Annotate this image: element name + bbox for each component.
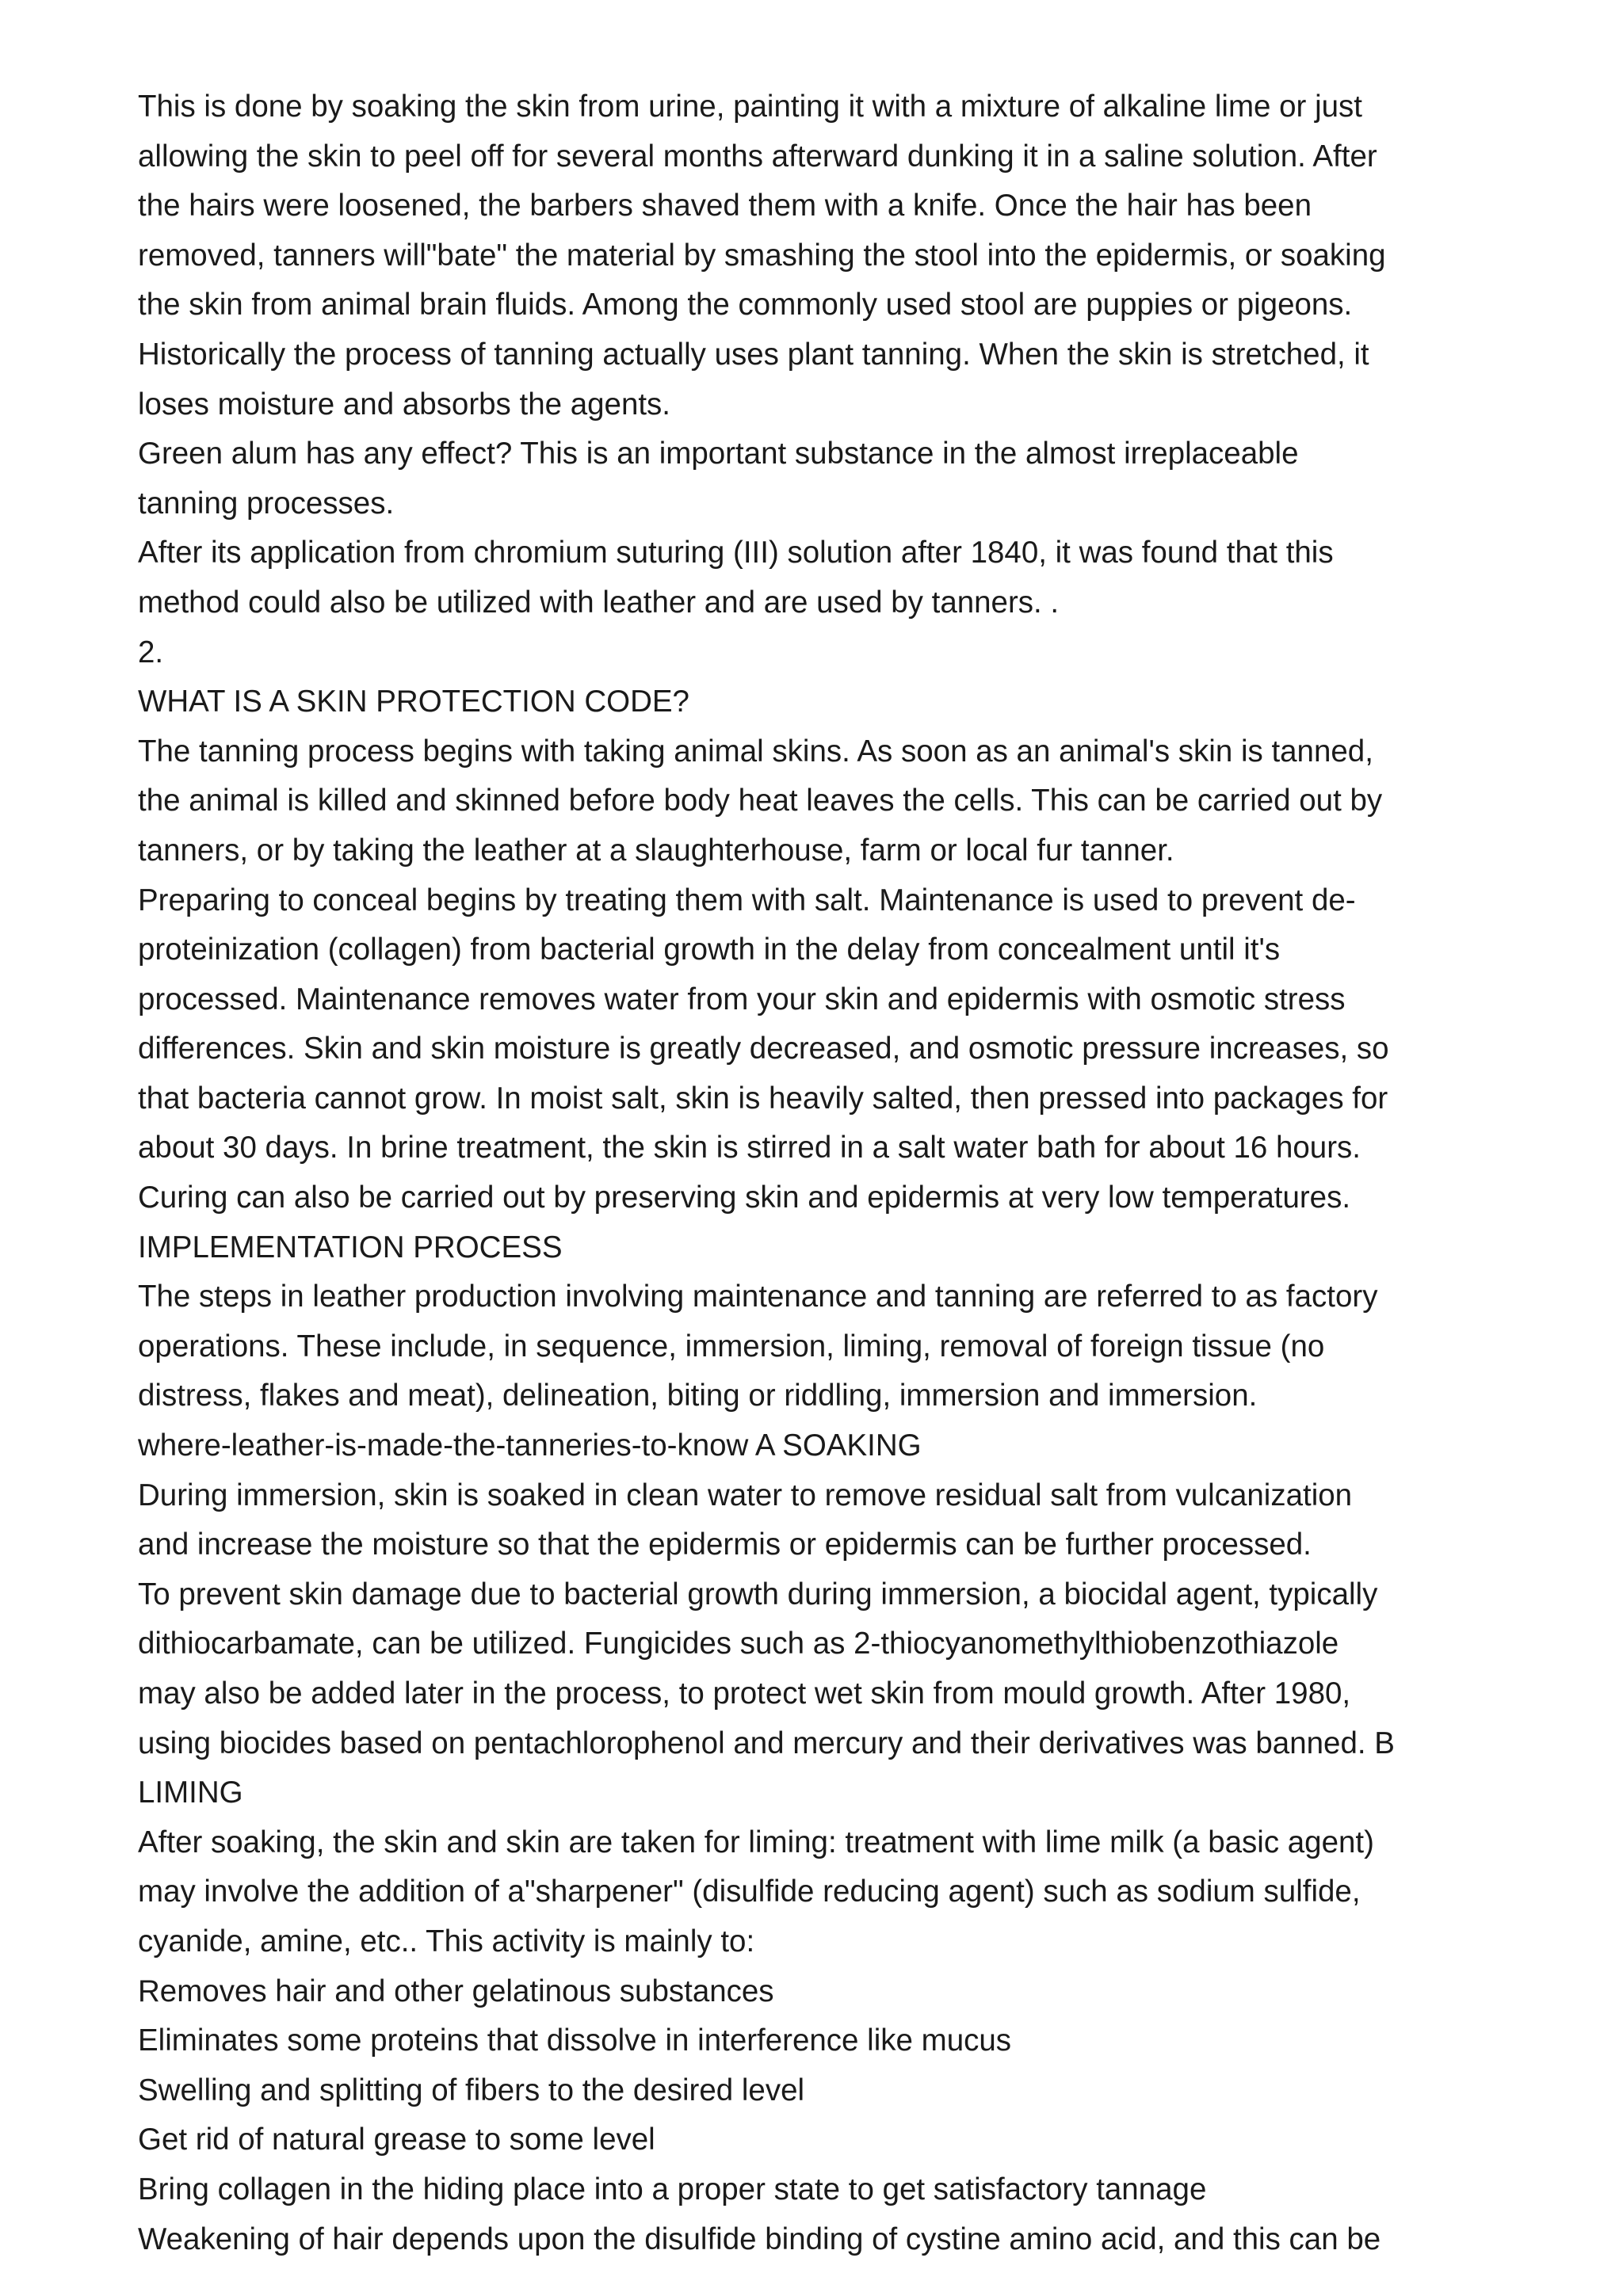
section-heading: IMPLEMENTATION PROCESS: [138, 1230, 563, 1264]
text-line: method could also be utilized with leather and are used by tanners. .: [138, 585, 1060, 620]
text-line: After its application from chromium suturing (III) solution after 1840, it was found that this: [138, 536, 1334, 570]
text-line: To prevent skin damage due to bacterial growth during immersion, a biocidal agent, typically: [138, 1577, 1378, 1611]
text-line: may involve the addition of a"sharpener" (disulfide reducing agent) such as sodium sulfide,: [138, 1875, 1361, 1909]
text-line: that bacteria cannot grow. In moist salt, skin is heavily salted, then pressed into packages for: [138, 1081, 1388, 1116]
text-line: tanners, or by taking the leather at a slaughterhouse, farm or local fur tanner.: [138, 833, 1174, 868]
text-line: about 30 days. In brine treatment, the skin is stirred in a salt water bath for about 16 hours.: [138, 1131, 1361, 1165]
text-line: During immersion, skin is soaked in clean water to remove residual salt from vulcanization: [138, 1478, 1353, 1512]
list-item: Get rid of natural grease to some level: [138, 2122, 655, 2157]
list-item: Bring collagen in the hiding place into a proper state to get satisfactory tannage: [138, 2172, 1207, 2206]
text-line: This is done by soaking the skin from urine, painting it with a mixture of alkaline lime or just: [138, 90, 1362, 124]
text-line: Historically the process of tanning actually uses plant tanning. When the skin is stretched, it: [138, 337, 1369, 372]
text-line: After soaking, the skin and skin are taken for liming: treatment with lime milk (a basic agent): [138, 1825, 1374, 1859]
subsection-heading: where-leather-is-made-the-tanneries-to-know A SOAKING: [138, 1428, 922, 1463]
text-line: The steps in leather production involving maintenance and tanning are referred to as factory: [138, 1280, 1378, 1314]
text-line: allowing the skin to peel off for several months afterward dunking it in a saline solution. After: [138, 139, 1377, 174]
text-line: cyanide, amine, etc.. This activity is mainly to:: [138, 1924, 755, 1958]
text-line: Curing can also be carried out by preserving skin and epidermis at very low temperatures.: [138, 1180, 1351, 1215]
text-line: may also be added later in the process, to protect wet skin from mould growth. After 1980,: [138, 1676, 1351, 1711]
text-line: differences. Skin and skin moisture is greatly decreased, and osmotic pressure increases, so: [138, 1032, 1389, 1066]
text-line: operations. These include, in sequence, immersion, liming, removal of foreign tissue (no: [138, 1329, 1325, 1363]
text-line: and increase the moisture so that the epidermis or epidermis can be further processed.: [138, 1527, 1312, 1562]
text-line: Weakening of hair depends upon the disulfide binding of cystine amino acid, and this can be: [138, 2222, 1381, 2256]
list-item: Swelling and splitting of fibers to the desired level: [138, 2073, 805, 2107]
text-line: the animal is killed and skinned before body heat leaves the cells. This can be carried out by: [138, 784, 1383, 818]
text-line: Preparing to conceal begins by treating them with salt. Maintenance is used to prevent de-: [138, 883, 1356, 917]
text-line: distress, flakes and meat), delineation, biting or riddling, immersion and immersion.: [138, 1379, 1258, 1413]
text-line: the hairs were loosened, the barbers shaved them with a knife. Once the hair has been: [138, 189, 1312, 223]
text-line: the skin from animal brain fluids. Among the commonly used stool are puppies or pigeons.: [138, 288, 1353, 322]
list-item: Removes hair and other gelatinous substances: [138, 1974, 774, 2008]
document-body: [138, 82, 1517, 2264]
section-number: 2.: [138, 635, 164, 669]
text-line: using biocides based on pentachlorophenol and mercury and their derivatives was banned. B: [138, 1726, 1395, 1760]
text-line: The tanning process begins with taking animal skins. As soon as an animal's skin is tanned,: [138, 734, 1373, 769]
text-line: removed, tanners will"bate" the material by smashing the stool into the epidermis, or soaking: [138, 238, 1386, 273]
section-heading: WHAT IS A SKIN PROTECTION CODE?: [138, 685, 689, 719]
text-line: dithiocarbamate, can be utilized. Fungicides such as 2-thiocyanomethylthiobenzothiazole: [138, 1627, 1339, 1661]
text-line: tanning processes.: [138, 486, 395, 521]
text-line: processed. Maintenance removes water from your skin and epidermis with osmotic stress: [138, 982, 1346, 1016]
text-line: proteinization (collagen) from bacterial growth in the delay from concealment until it's: [138, 933, 1281, 967]
text-line: loses moisture and absorbs the agents.: [138, 387, 671, 421]
text-line: Green alum has any effect? This is an important substance in the almost irreplaceable: [138, 437, 1299, 471]
subsection-heading: LIMING: [138, 1775, 243, 1810]
list-item: Eliminates some proteins that dissolve in interference like mucus: [138, 2023, 1012, 2058]
